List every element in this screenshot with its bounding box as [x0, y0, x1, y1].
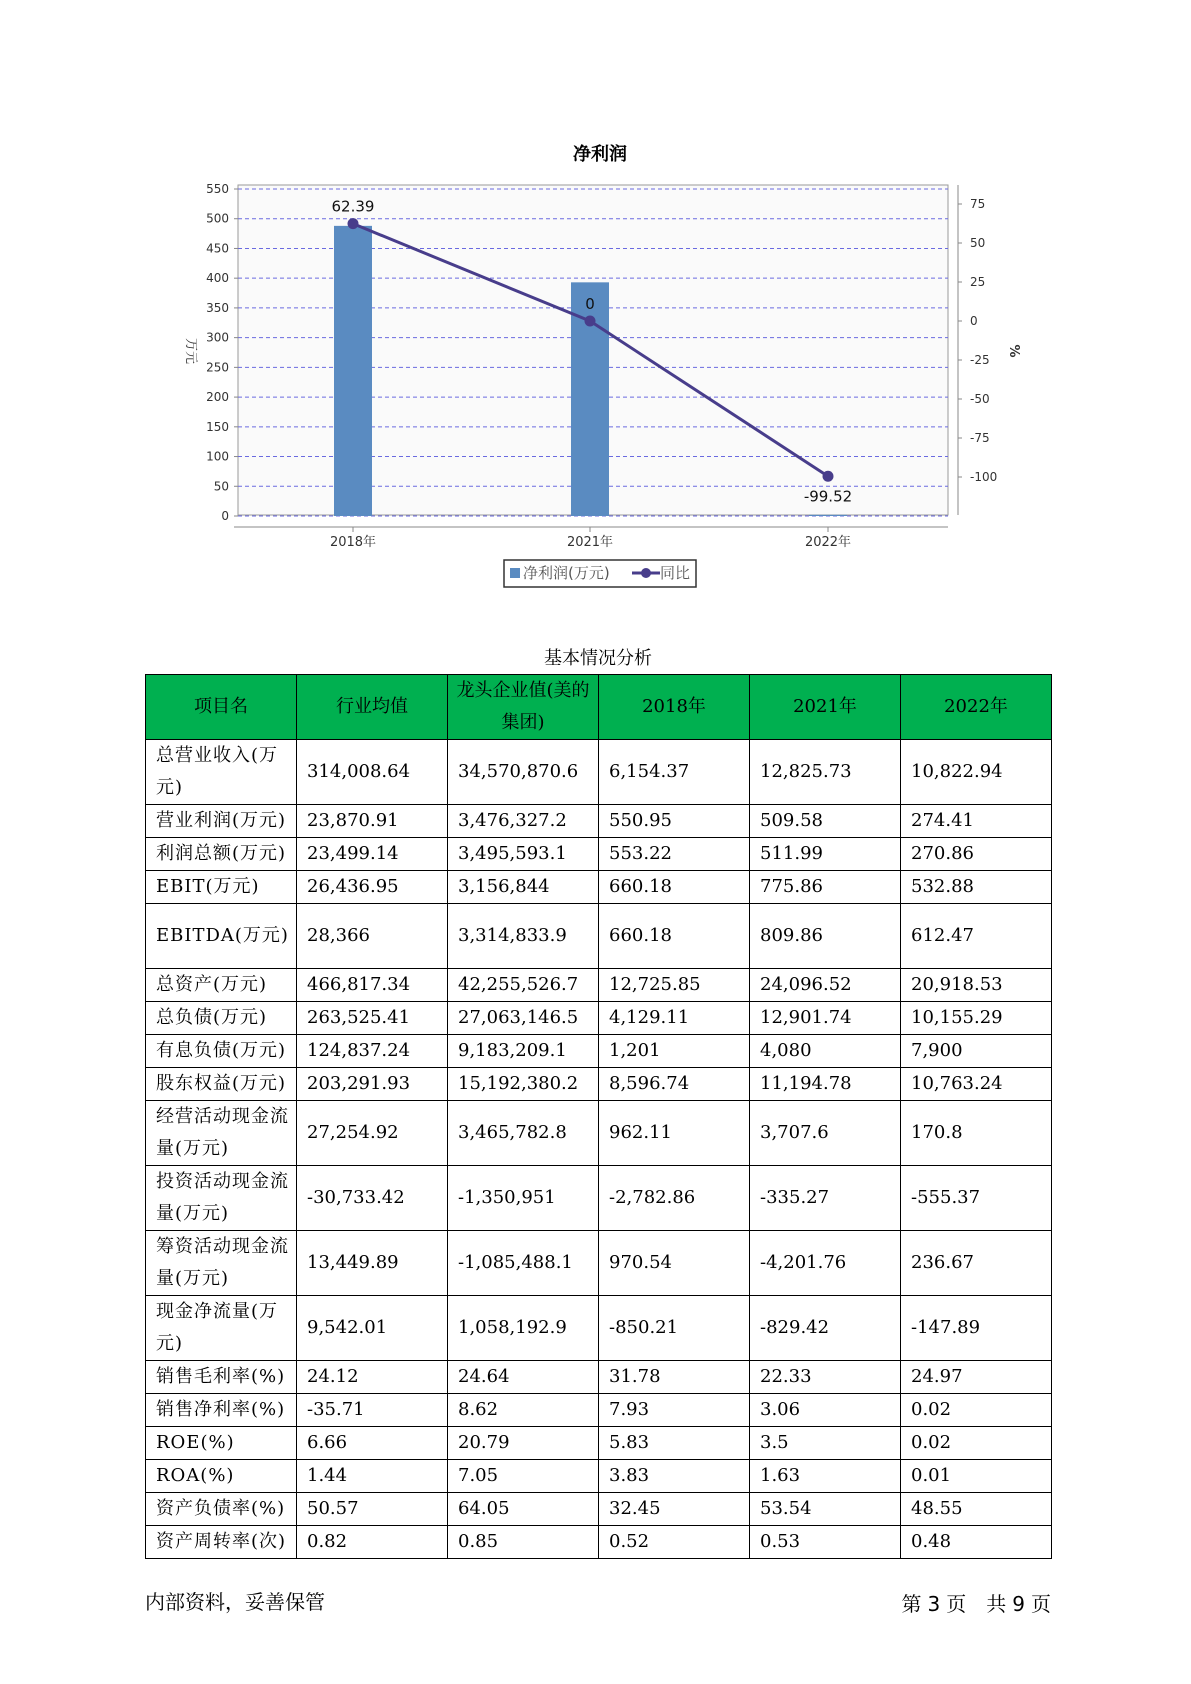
right-y-axis: [958, 185, 997, 515]
table-cell: 511.99: [750, 838, 901, 871]
left-y-tick-label: 100: [206, 449, 229, 464]
table-cell: 0.53: [750, 1526, 901, 1559]
table-cell: 3.83: [599, 1460, 750, 1493]
row-label: 利润总额(万元): [146, 838, 297, 871]
table-cell: -850.21: [599, 1296, 750, 1361]
left-y-tick-label: 150: [206, 419, 229, 434]
table-cell: -35.71: [297, 1394, 448, 1427]
table-cell: -147.89: [901, 1296, 1052, 1361]
table-cell: 7.05: [448, 1460, 599, 1493]
table-cell: 20,918.53: [901, 969, 1052, 1002]
table-cell: 24,096.52: [750, 969, 901, 1002]
bar-3: [809, 515, 847, 516]
table-row: [146, 969, 1052, 1002]
table-cell: 0.02: [901, 1427, 1052, 1460]
table-cell: 3,707.6: [750, 1101, 901, 1166]
row-label: 营业利润(万元): [146, 805, 297, 838]
left-y-axis-label: 万元: [183, 337, 198, 365]
table-cell: 24.12: [297, 1361, 448, 1394]
table-cell: 3,465,782.8: [448, 1101, 599, 1166]
row-label: 资产周转率(次): [146, 1526, 297, 1559]
table-cell: 3,476,327.2: [448, 805, 599, 838]
table-cell: 970.54: [599, 1231, 750, 1296]
left-y-tick-label: 200: [206, 390, 229, 405]
yoy-point-2: [585, 316, 596, 327]
table-cell: 550.95: [599, 805, 750, 838]
row-label: 经营活动现金流量(万元): [146, 1101, 297, 1166]
table-row: [146, 1231, 1052, 1296]
chart-title: 净利润: [573, 144, 627, 165]
footer-confidential-note: 内部资料，妥善保管: [145, 1590, 325, 1614]
table-cell: 6.66: [297, 1427, 448, 1460]
table-cell: 42,255,526.7: [448, 969, 599, 1002]
legend-line-label: 同比: [660, 564, 691, 582]
table-cell: 3,495,593.1: [448, 838, 599, 871]
left-y-tick-label: 50: [213, 479, 229, 494]
table-row: [146, 1068, 1052, 1101]
table-cell: 26,436.95: [297, 871, 448, 904]
table-cell: 314,008.64: [297, 740, 448, 805]
table-header-row: [146, 675, 1052, 740]
table-cell: 203,291.93: [297, 1068, 448, 1101]
x-tick-label: 2018年: [329, 535, 377, 550]
row-label: ROE(%): [146, 1427, 297, 1460]
table-cell: 12,725.85: [599, 969, 750, 1002]
table-cell: 1.63: [750, 1460, 901, 1493]
table-cell: 24.64: [448, 1361, 599, 1394]
table-cell: 270.86: [901, 838, 1052, 871]
right-y-tick-label: 75: [970, 197, 986, 211]
net-profit-chart: [0, 0, 1191, 600]
table-row: [146, 1166, 1052, 1231]
page-prefix: 第: [901, 1592, 922, 1616]
table-cell: 53.54: [750, 1493, 901, 1526]
yoy-data-label: 62.39: [331, 197, 375, 216]
table-cell: 27,063,146.5: [448, 1002, 599, 1035]
table-cell: 274.41: [901, 805, 1052, 838]
right-y-tick-label: 50: [970, 236, 986, 250]
table-cell: 1.44: [297, 1460, 448, 1493]
table-cell: 10,822.94: [901, 740, 1052, 805]
right-y-tick-label: -100: [970, 470, 998, 484]
table-cell: 48.55: [901, 1493, 1052, 1526]
table-cell: 170.8: [901, 1101, 1052, 1166]
table-cell: 27,254.92: [297, 1101, 448, 1166]
legend-line-marker: [641, 568, 651, 578]
left-y-tick-label: 350: [206, 300, 229, 315]
table-caption: 基本情况分析: [544, 648, 652, 669]
right-y-tick-label: -75: [970, 431, 990, 445]
right-y-tick-label: -25: [970, 353, 990, 367]
page-indicator: [896, 1588, 1051, 1617]
table-cell: 3.06: [750, 1394, 901, 1427]
row-label: 投资活动现金流量(万元): [146, 1166, 297, 1231]
legend-bar-label: 净利润(万元): [523, 564, 610, 582]
table-row: [146, 1427, 1052, 1460]
row-label: 有息负债(万元): [146, 1035, 297, 1068]
table-cell: 236.67: [901, 1231, 1052, 1296]
yoy-data-label: -99.52: [803, 487, 853, 506]
table-cell: 12,901.74: [750, 1002, 901, 1035]
table-row: [146, 1493, 1052, 1526]
x-tick-label: 2021年: [566, 535, 614, 550]
table-cell: 34,570,870.6: [448, 740, 599, 805]
table-cell: 22.33: [750, 1361, 901, 1394]
page-mid: 页 共: [946, 1592, 1007, 1616]
left-y-tick-label: 0: [221, 509, 229, 523]
table-cell: 0.85: [448, 1526, 599, 1559]
yoy-point-3: [823, 471, 834, 482]
table-cell: 532.88: [901, 871, 1052, 904]
row-label: 销售毛利率(%): [146, 1361, 297, 1394]
table-cell: 612.47: [901, 904, 1052, 969]
table-cell: -4,201.76: [750, 1231, 901, 1296]
table-cell: 3.5: [750, 1427, 901, 1460]
row-label: EBITDA(万元): [146, 904, 297, 969]
left-y-tick-label: 550: [206, 182, 229, 196]
table-cell: 9,542.01: [297, 1296, 448, 1361]
table-cell: 13,449.89: [297, 1231, 448, 1296]
table-cell: 31.78: [599, 1361, 750, 1394]
table-row: [146, 838, 1052, 871]
right-y-tick-label: 25: [970, 275, 986, 289]
table-cell: 809.86: [750, 904, 901, 969]
table-row: [146, 1460, 1052, 1493]
table-cell: 0.02: [901, 1394, 1052, 1427]
column-header: 2021年: [750, 675, 901, 740]
table-cell: 553.22: [599, 838, 750, 871]
table-cell: 10,763.24: [901, 1068, 1052, 1101]
row-label: 总营业收入(万元): [146, 740, 297, 805]
table-row: [146, 740, 1052, 805]
table-row: [146, 1002, 1052, 1035]
table-cell: 0.82: [297, 1526, 448, 1559]
row-label: 资产负债率(%): [146, 1493, 297, 1526]
table-cell: 4,080: [750, 1035, 901, 1068]
table-cell: 9,183,209.1: [448, 1035, 599, 1068]
table-cell: 0.48: [901, 1526, 1052, 1559]
table-cell: 15,192,380.2: [448, 1068, 599, 1101]
table-cell: -555.37: [901, 1166, 1052, 1231]
table-row: [146, 805, 1052, 838]
table-cell: 4,129.11: [599, 1002, 750, 1035]
table-cell: -335.27: [750, 1166, 901, 1231]
table-cell: 775.86: [750, 871, 901, 904]
table-cell: 10,155.29: [901, 1002, 1052, 1035]
table-row: [146, 871, 1052, 904]
table-cell: 23,499.14: [297, 838, 448, 871]
table-row: [146, 1296, 1052, 1361]
table-cell: 32.45: [599, 1493, 750, 1526]
table-cell: 1,058,192.9: [448, 1296, 599, 1361]
yoy-data-label: 0: [585, 295, 595, 313]
chart-legend: [504, 560, 696, 587]
table-cell: 6,154.37: [599, 740, 750, 805]
table-row: [146, 1101, 1052, 1166]
legend-bar-swatch: [510, 568, 520, 578]
row-label: 筹资活动现金流量(万元): [146, 1231, 297, 1296]
table-cell: -829.42: [750, 1296, 901, 1361]
table-cell: -30,733.42: [297, 1166, 448, 1231]
right-y-tick-label: 0: [970, 314, 978, 328]
left-y-axis: [206, 182, 238, 523]
right-y-axis-label: %: [1006, 344, 1021, 358]
table-cell: 263,525.41: [297, 1002, 448, 1035]
column-header: 行业均值: [297, 675, 448, 740]
table-row: [146, 904, 1052, 969]
table-cell: -1,350,951: [448, 1166, 599, 1231]
table-cell: 7.93: [599, 1394, 750, 1427]
row-label: EBIT(万元): [146, 871, 297, 904]
table-cell: 64.05: [448, 1493, 599, 1526]
table-cell: 3,156,844: [448, 871, 599, 904]
table-cell: -2,782.86: [599, 1166, 750, 1231]
left-y-tick-label: 400: [206, 271, 229, 286]
table-cell: 509.58: [750, 805, 901, 838]
table-cell: 660.18: [599, 871, 750, 904]
row-label: 现金净流量(万元): [146, 1296, 297, 1361]
table-cell: 0.52: [599, 1526, 750, 1559]
left-y-tick-label: 300: [206, 330, 229, 345]
column-header: 2022年: [901, 675, 1052, 740]
table-cell: 50.57: [297, 1493, 448, 1526]
table-row: [146, 1361, 1052, 1394]
left-y-tick-label: 450: [206, 241, 229, 256]
table-cell: 3,314,833.9: [448, 904, 599, 969]
page-suffix: 页: [1031, 1592, 1051, 1616]
table-row: [146, 1035, 1052, 1068]
right-y-tick-label: -50: [970, 392, 990, 406]
table-body: [146, 740, 1052, 1559]
table-cell: 28,366: [297, 904, 448, 969]
table-cell: 7,900: [901, 1035, 1052, 1068]
table-cell: 0.01: [901, 1460, 1052, 1493]
table-cell: 8.62: [448, 1394, 599, 1427]
column-header: 项目名: [146, 675, 297, 740]
row-label: ROA(%): [146, 1460, 297, 1493]
table-cell: 124,837.24: [297, 1035, 448, 1068]
table-row: [146, 1394, 1052, 1427]
left-y-tick-label: 500: [206, 211, 229, 226]
table-cell: 23,870.91: [297, 805, 448, 838]
table-cell: 962.11: [599, 1101, 750, 1166]
table-cell: 20.79: [448, 1427, 599, 1460]
left-y-tick-label: 250: [206, 360, 229, 375]
row-label: 股东权益(万元): [146, 1068, 297, 1101]
row-label: 总资产(万元): [146, 969, 297, 1002]
table-cell: 660.18: [599, 904, 750, 969]
table-cell: 24.97: [901, 1361, 1052, 1394]
table-cell: -1,085,488.1: [448, 1231, 599, 1296]
table-cell: 1,201: [599, 1035, 750, 1068]
x-axis-ticks: [330, 527, 851, 550]
row-label: 销售净利率(%): [146, 1394, 297, 1427]
x-tick-label: 2022年: [804, 535, 852, 550]
total-page-number: 9: [1012, 1592, 1025, 1616]
bar-1: [334, 226, 372, 516]
yoy-point-1: [348, 218, 359, 229]
table-cell: 12,825.73: [750, 740, 901, 805]
current-page-number: 3: [927, 1592, 941, 1616]
table-cell: 466,817.34: [297, 969, 448, 1002]
column-header: 2018年: [599, 675, 750, 740]
table-row: [146, 1526, 1052, 1559]
table-cell: 11,194.78: [750, 1068, 901, 1101]
table-cell: 8,596.74: [599, 1068, 750, 1101]
basic-analysis-table: [145, 674, 1052, 1559]
row-label: 总负债(万元): [146, 1002, 297, 1035]
column-header: 龙头企业值(美的集团): [448, 675, 599, 740]
table-cell: 5.83: [599, 1427, 750, 1460]
